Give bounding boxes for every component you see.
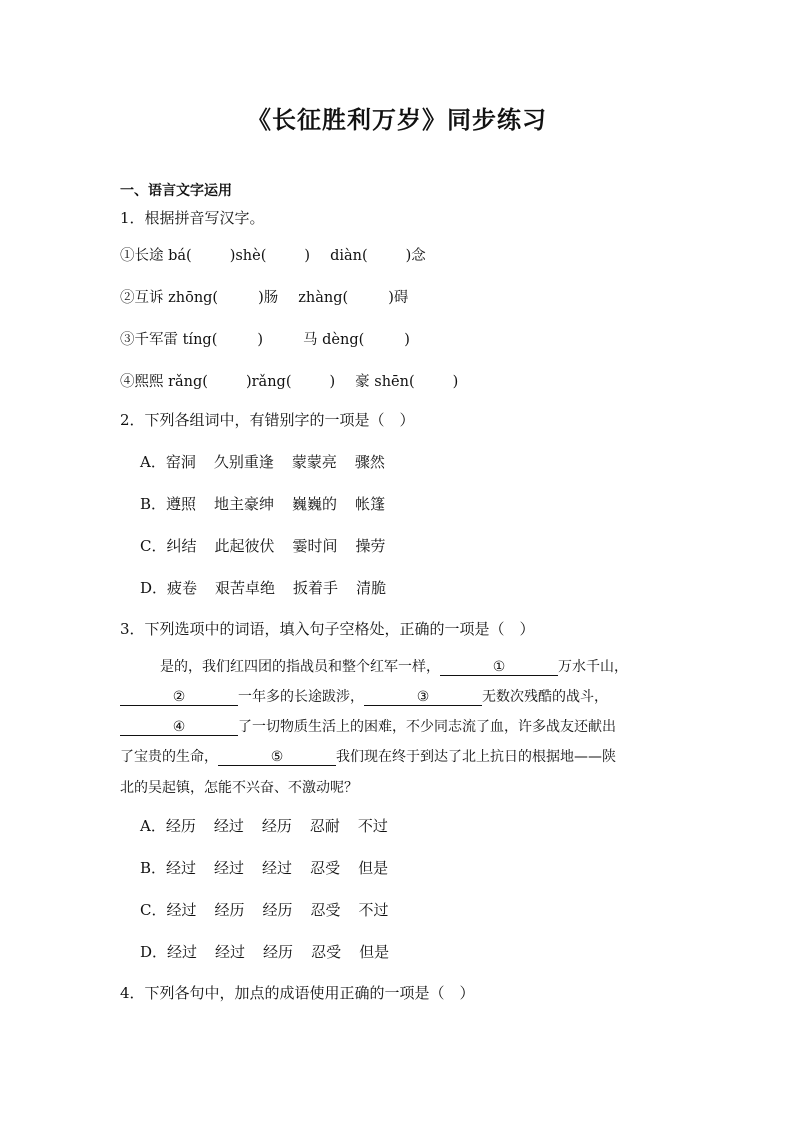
q2-b-word-2: 地主豪绅 bbox=[214, 495, 275, 513]
passage-line-4 bbox=[120, 746, 616, 766]
passage-text-2b: 无数次残酷的战斗， bbox=[482, 689, 608, 705]
q3-d-word-5: 但是 bbox=[359, 943, 390, 961]
q2-a-word-3: 蒙蒙亮 bbox=[291, 453, 337, 471]
passage-text-1b: 万水千山， bbox=[558, 659, 628, 675]
question-1-prompt: 1．根据拼音写汉字。 bbox=[120, 209, 265, 227]
q2-d-word-1: D．疲卷 bbox=[140, 579, 198, 597]
q3-b-word-2: 经过 bbox=[214, 859, 245, 877]
q3-d-word-4: 忍受 bbox=[311, 943, 342, 961]
q3-d-word-3: 经历 bbox=[263, 943, 294, 961]
page-title: 《长征胜利万岁》同步练习 bbox=[247, 105, 547, 134]
q2-option-d bbox=[140, 577, 404, 598]
q2-a-word-4: 骤然 bbox=[354, 453, 385, 471]
q3-a-word-3: 经历 bbox=[261, 817, 292, 835]
q1-row3-part1: ③千军雷 tíng( bbox=[120, 332, 218, 348]
blank-2: ② bbox=[120, 689, 238, 706]
passage-text-2a: 一年多的长途跋涉， bbox=[238, 689, 364, 705]
q2-d-word-2: 艰苦卓绝 bbox=[215, 579, 276, 597]
q3-b-word-5: 但是 bbox=[358, 859, 389, 877]
q1-row-3 bbox=[120, 328, 410, 349]
q2-d-word-4: 清脆 bbox=[356, 579, 387, 597]
question-2-prompt: 2．下列各组词中，有错别字的一项是（ ） bbox=[120, 411, 415, 429]
q2-c-word-1: C．纠结 bbox=[140, 537, 197, 555]
q3-d-word-1: D．经过 bbox=[140, 943, 198, 961]
q1-row2-part4: )碍 bbox=[388, 290, 409, 306]
q1-row2-part2: )肠 bbox=[258, 290, 279, 306]
q1-row2-part1: ②互诉 zhōng( bbox=[120, 290, 219, 306]
q2-b-word-1: B．遵照 bbox=[140, 495, 197, 513]
q3-option-b bbox=[140, 857, 406, 878]
section-heading: 一、语言文字运用 bbox=[120, 183, 232, 199]
q3-c-word-4: 忍受 bbox=[310, 901, 341, 919]
passage-text-4b: 我们现在终于到达了北上抗日的根据地——陕 bbox=[336, 749, 616, 765]
q2-option-a bbox=[140, 451, 403, 472]
q1-row4-part4: 豪 shēn( bbox=[355, 374, 415, 390]
passage-text-4a: 了宝贵的生命， bbox=[120, 749, 218, 765]
q2-a-word-1: A．窑洞 bbox=[140, 453, 196, 471]
passage-line-5: 北的吴起镇，怎能不兴奋、不激动呢？ bbox=[120, 780, 358, 796]
q3-d-word-2: 经过 bbox=[215, 943, 246, 961]
q1-row1-part5: )念 bbox=[405, 248, 426, 264]
question-3-prompt: 3．下列选项中的词语，填入句子空格处，正确的一项是（ ） bbox=[120, 620, 535, 638]
q1-row3-part3: 马 dèng( bbox=[303, 332, 365, 348]
q3-b-word-3: 经过 bbox=[262, 859, 293, 877]
q3-a-word-5: 不过 bbox=[357, 817, 388, 835]
q2-c-word-3: 霎时间 bbox=[292, 537, 338, 555]
q1-row-4 bbox=[120, 370, 458, 391]
passage-line-3 bbox=[120, 716, 616, 736]
blank-1: ① bbox=[440, 659, 558, 676]
q1-row1-part3: ) bbox=[304, 248, 311, 264]
q3-a-word-1: A．经历 bbox=[140, 817, 196, 835]
q2-b-word-3: 巍巍的 bbox=[292, 495, 338, 513]
q3-option-c bbox=[140, 899, 407, 920]
q1-row1-part1: ①长途 bá( bbox=[120, 248, 192, 264]
q2-d-word-3: 扳着手 bbox=[293, 579, 339, 597]
q1-row1-part2: )shè( bbox=[229, 248, 267, 264]
passage-text-3a: 了一切物质生活上的困难，不少同志流了血，许多战友还献出 bbox=[238, 719, 616, 735]
q2-c-word-2: 此起彼伏 bbox=[214, 537, 275, 555]
q2-option-c bbox=[140, 535, 404, 556]
q3-c-word-1: C．经过 bbox=[140, 901, 197, 919]
blank-5: ⑤ bbox=[218, 749, 336, 766]
q2-option-b bbox=[140, 493, 403, 514]
q3-c-word-3: 经历 bbox=[262, 901, 293, 919]
q1-row-2 bbox=[120, 286, 408, 307]
q1-row2-part3: zhàng( bbox=[298, 290, 349, 306]
q1-row3-part4: ) bbox=[404, 332, 410, 348]
q3-option-d bbox=[140, 941, 407, 962]
q2-c-word-4: 操劳 bbox=[355, 537, 386, 555]
q1-row4-part1: ④熙熙 rǎng( bbox=[120, 374, 208, 390]
blank-3: ③ bbox=[364, 689, 482, 706]
q3-a-word-2: 经过 bbox=[213, 817, 244, 835]
passage-line-2 bbox=[120, 686, 608, 706]
q1-row-1 bbox=[120, 244, 426, 265]
q1-row4-part2: )rǎng( bbox=[245, 374, 292, 390]
q1-row4-part5: ) bbox=[452, 374, 459, 390]
q2-b-word-4: 帐篷 bbox=[355, 495, 386, 513]
question-4-prompt: 4．下列各句中，加点的成语使用正确的一项是（ ） bbox=[120, 984, 475, 1002]
blank-4: ④ bbox=[120, 719, 238, 736]
q2-a-word-2: 久别重逢 bbox=[213, 453, 274, 471]
q3-option-a bbox=[140, 815, 406, 836]
q3-b-word-1: B．经过 bbox=[140, 859, 197, 877]
q3-a-word-4: 忍耐 bbox=[309, 817, 340, 835]
passage-text-1a: 是的，我们红四团的指战员和整个红军一样， bbox=[160, 659, 440, 675]
q3-c-word-2: 经历 bbox=[214, 901, 245, 919]
q1-row1-part4: diàn( bbox=[330, 248, 368, 264]
q1-row3-part2: ) bbox=[257, 332, 264, 348]
q1-row4-part3: ) bbox=[329, 374, 336, 390]
passage-line-1 bbox=[160, 656, 628, 676]
q3-b-word-4: 忍受 bbox=[310, 859, 341, 877]
q3-c-word-5: 不过 bbox=[358, 901, 389, 919]
